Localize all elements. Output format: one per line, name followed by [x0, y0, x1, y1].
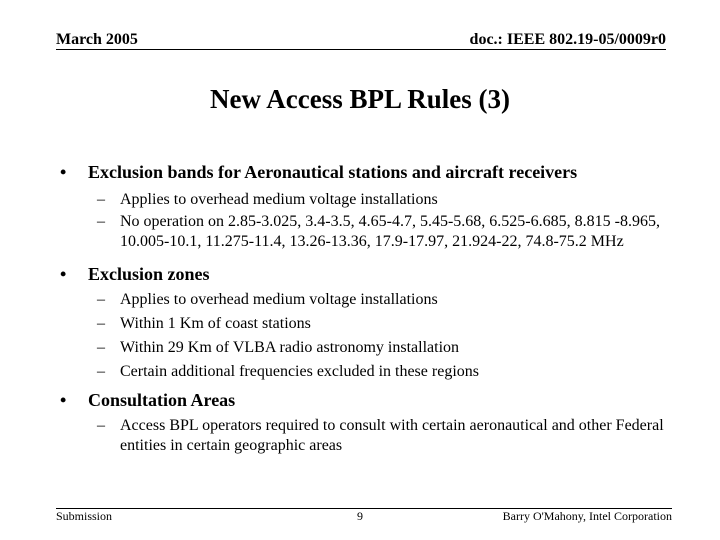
bullet-text: Consultation Areas — [88, 390, 236, 410]
sub-bullet-text: Applies to overhead medium voltage installations — [120, 191, 438, 208]
sub-bullet-item — [60, 190, 676, 210]
sub-bullet-item — [60, 314, 676, 334]
footer-submission: Submission — [56, 509, 113, 523]
bullet-glyph: • — [60, 264, 67, 284]
bullet-text: Exclusion bands for Aeronautical stations and aircraft receivers — [88, 162, 578, 182]
sub-bullet-item — [60, 416, 676, 456]
slide-title: New Access BPL Rules (3) — [210, 84, 510, 114]
sub-bullet-item — [60, 338, 676, 358]
page-number: 9 — [357, 509, 363, 523]
sub-bullet-item — [60, 362, 676, 382]
header-rule — [56, 49, 666, 50]
bullet-item — [60, 160, 676, 184]
dash-glyph: – — [97, 363, 105, 380]
dash-glyph: – — [97, 291, 105, 308]
sub-bullet-text: Access BPL operators required to consult with certain aeronautical and other Federal entities in certain geographic areas — [120, 417, 664, 454]
sub-bullet-item — [60, 212, 676, 252]
footer-author: Barry O'Mahony, Intel Corporation — [502, 509, 672, 523]
dash-glyph: – — [97, 191, 105, 208]
bullet-item — [60, 262, 676, 286]
sub-bullet-text: Applies to overhead medium voltage installations — [120, 291, 438, 308]
sub-bullet-text: Within 29 Km of VLBA radio astronomy installation — [120, 339, 460, 356]
sub-bullet-text: No operation on 2.85-3.025, 3.4-3.5, 4.65-4.7, 5.45-5.68, 6.525-6.685, 8.815 -8.965, 10.005-10.1, 11.275-11.4, 13.26-13.36, 17.9-17.97, 21.924-22, 74.8-75.2 MHz — [120, 213, 660, 250]
sub-bullet-text: Certain additional frequencies excluded in these regions — [120, 363, 479, 380]
dash-glyph: – — [97, 417, 105, 434]
bullet-glyph: • — [60, 390, 67, 410]
bullet-glyph: • — [60, 162, 67, 182]
dash-glyph: – — [97, 339, 105, 356]
header-date: March 2005 — [56, 31, 138, 48]
header-doc-id: doc.: IEEE 802.19-05/0009r0 — [469, 31, 666, 48]
dash-glyph: – — [97, 315, 105, 332]
bullet-text: Exclusion zones — [88, 264, 210, 284]
dash-glyph: – — [97, 213, 105, 230]
slide-content — [60, 160, 676, 456]
bullet-item — [60, 388, 676, 412]
sub-bullet-item — [60, 290, 676, 310]
sub-bullet-text: Within 1 Km of coast stations — [120, 315, 311, 332]
